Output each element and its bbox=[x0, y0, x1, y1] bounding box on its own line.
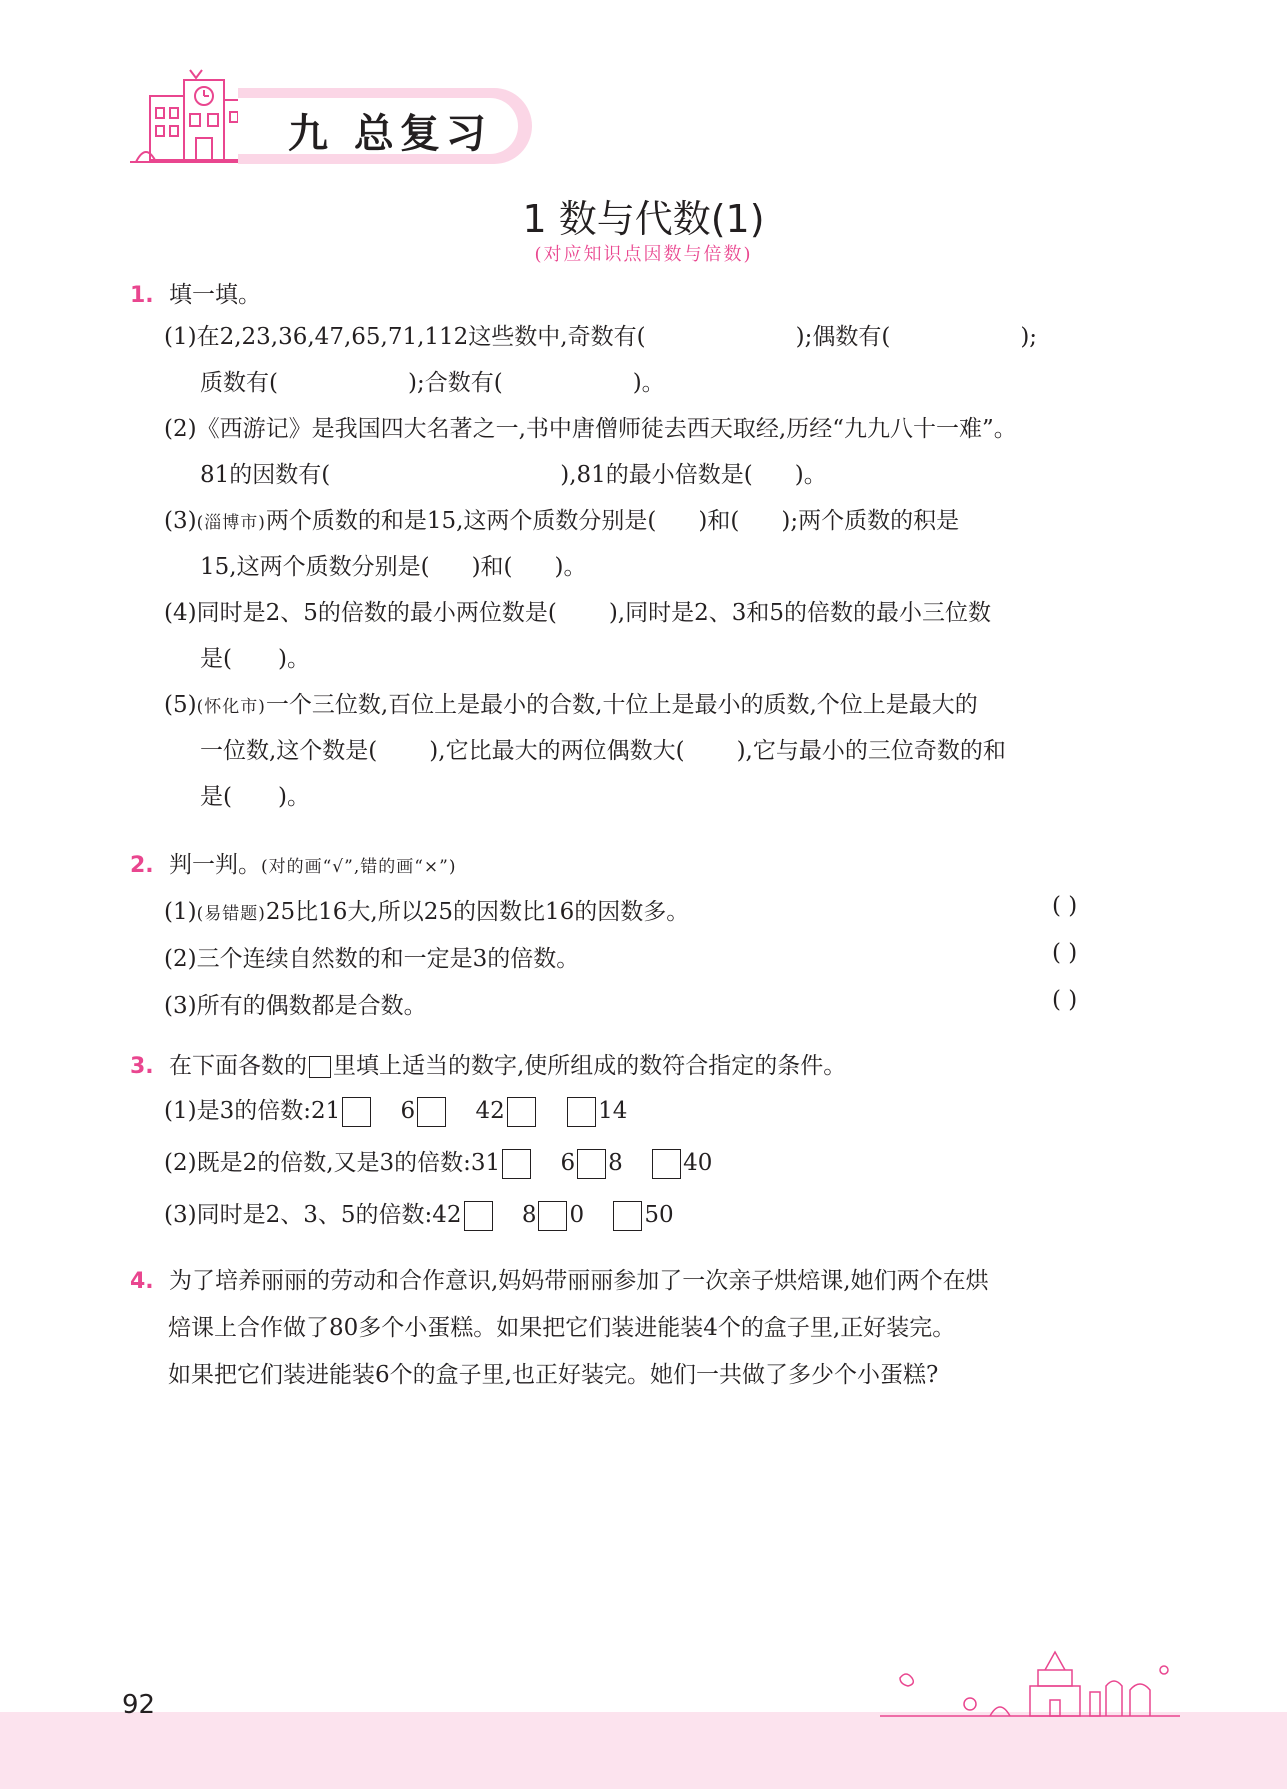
question-number: 2. bbox=[130, 853, 154, 878]
unit-title: 九 总复习 bbox=[288, 111, 492, 157]
digit-box[interactable] bbox=[577, 1149, 606, 1179]
question-2-header bbox=[130, 846, 457, 879]
digit-box[interactable] bbox=[464, 1201, 493, 1231]
digit-box[interactable] bbox=[613, 1201, 642, 1231]
question-1-body: (1)在2,23,36,47,65,71,112这些数中,奇数有( );偶数有( ); 质数有( );合数有( )。 (2)《西游记》是我国四大名著之一,书中唐僧师徒去西天取经,历经“九九八十一难”。 81的因数有( ),81的最小倍数是( )。 (3)(淄博市)两个质数的和是15,这两个质数分别是( )和( );两个质数的积是 15,这两个质数分别是( )和( )。 (4)同时是2、5的倍数的最小两位数是( ),同时是2、3和5的倍数的最小三位数 是( )。 (5)(怀化市)一个三位数,百位上是最小的合数,十位上是最小的质数,个位上是最大的 bbox=[164, 324, 1038, 718]
q3-row-3: (3)同时是2、3、5的倍数:42 8 0 50 bbox=[164, 1197, 674, 1233]
question-4-line-2: 焙课上合作做了80多个小蛋糕。如果把它们装进能装4个的盒子里,正好装完。 bbox=[168, 1315, 956, 1341]
q2-item-3: (3)所有的偶数都是合数。 bbox=[164, 993, 427, 1019]
answer-paren[interactable]: ( ) bbox=[1052, 893, 1078, 919]
question-number: 3. bbox=[130, 1054, 154, 1079]
source-tag: (易错题) bbox=[196, 904, 266, 924]
digit-box[interactable] bbox=[507, 1097, 536, 1127]
q1-item-5-line-2: 一位数,这个数是( ),它比最大的两位偶数大( ),它与最小的三位奇数的和 bbox=[200, 738, 1006, 764]
q2-item-2: (2)三个连续自然数的和一定是3的倍数。 bbox=[164, 946, 580, 972]
question-4-line-3: 如果把它们装进能装6个的盒子里,也正好装完。她们一共做了多少个小蛋糕? bbox=[168, 1362, 939, 1388]
question-title: 填一填。 bbox=[168, 282, 261, 308]
footer-castle-illustration bbox=[880, 1648, 1180, 1718]
q3-row-1: (1)是3的倍数:21 6 42 14 bbox=[164, 1093, 627, 1129]
question-note: (对的画“√”,错的画“×”) bbox=[260, 857, 457, 877]
question-4-line-1: 4. 为了培养丽丽的劳动和合作意识,妈妈带丽丽参加了一次亲子烘焙课,她们两个在烘 bbox=[130, 1268, 989, 1294]
source-tag: (淄博市) bbox=[196, 513, 266, 533]
q1-item-4-text: (4)同时是2、5的倍数的最小两位数是( bbox=[164, 600, 557, 626]
digit-box[interactable] bbox=[538, 1201, 567, 1231]
question-number: 1. bbox=[130, 283, 154, 308]
page-number: 92 bbox=[122, 1690, 156, 1720]
q1-item-2-text: (2)《西游记》是我国四大名著之一,书中唐僧师徒去西天取经,历经“九九八十一难”。 bbox=[164, 416, 1017, 442]
source-tag: (怀化市) bbox=[196, 697, 266, 717]
digit-box[interactable] bbox=[342, 1097, 371, 1127]
digit-box[interactable] bbox=[417, 1097, 446, 1127]
digit-box[interactable] bbox=[502, 1149, 531, 1179]
lesson-title: 1 数与代数(1) bbox=[522, 197, 765, 241]
answer-paren[interactable]: ( ) bbox=[1052, 940, 1078, 966]
q2-item-1: (1)(易错题)25比16大,所以25的因数比16的因数多。 bbox=[164, 899, 690, 925]
answer-paren[interactable]: ( ) bbox=[1052, 987, 1078, 1013]
digit-box[interactable] bbox=[652, 1149, 681, 1179]
footer-band bbox=[0, 1712, 1287, 1789]
digit-box[interactable] bbox=[567, 1097, 596, 1127]
question-number: 4. bbox=[130, 1269, 154, 1294]
blank-square bbox=[309, 1056, 331, 1078]
question-3-header: 3. 在下面各数的 里填上适当的数字,使所组成的数符合指定的条件。 bbox=[130, 1053, 847, 1079]
question-1-header bbox=[130, 276, 261, 309]
q1-item-1-text: (1)在2,23,36,47,65,71,112这些数中,奇数有( bbox=[164, 324, 646, 350]
q1-item-5-line-3: 是( )。 bbox=[200, 784, 310, 810]
question-title: 判一判。 bbox=[168, 852, 261, 878]
q3-row-2: (2)既是2的倍数,又是3的倍数:31 6 8 40 bbox=[164, 1145, 712, 1181]
lesson-subtitle: (对应知识点因数与倍数) bbox=[534, 244, 753, 265]
